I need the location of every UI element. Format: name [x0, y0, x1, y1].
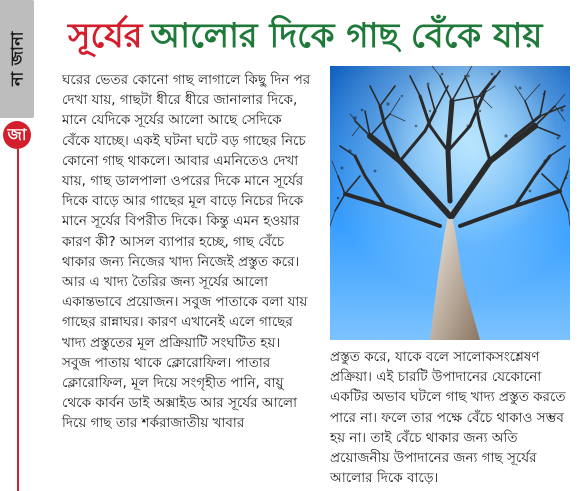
title-part-2: আলোর দিকে গাছ বেঁকে যায় [150, 16, 543, 56]
left-paragraph: ঘরের ভেতর কোনো গাছ লাগালে কিছু দিন পর দেখা যায়, গাছটা ধীরে ধীরে জানালার দিকে, মানে যেদিকে সূর্যের আলো আছে সেদিকে বেঁকে যাচ্ছে। একই ঘটনা ঘটে বড় গাছের নিচে কোনো গাছ থাকলে। আবার এমনিতেও দেখা যায়, গাছ ডালপালা ওপরের দিকে মানে সূর্যের দিকে বাড়ে আর গাছের মূল বাড়ে নিচের দিকে মানে সূর্যের বিপরীত দিকে। কিন্তু এমন হওয়ার কারণ কী? আসল ব্যাপার হচ্ছে, গাছ বেঁচে থাকার জন্য নিজের খাদ্য নিজেই প্রস্তুত করে। আর এ খাদ্য তৈরির জন্য সূর্যের আলো একান্তভাবে প্রয়োজন। সবুজ পাতাকে বলা যায় গাছের রান্নাঘর। কারণ এখানেই এলে গাছের খাদ্য প্রস্তুতের মূল প্রক্রিয়াটি সংঘটিত হয়। সবুজ পাতায় থাকে ক্লোরোফিল। পাতার ক্লোরোফিল, মূল দিয়ে সংগৃহীত পানি, বায়ু থেকে কার্বন ডাই অক্সাইড আর সূর্যের আলো দিয়ে গাছ তার শর্করাজাতীয় খাবার [62, 72, 311, 432]
right-column [330, 347, 570, 487]
tree-illustration [330, 66, 570, 340]
right-paragraph: প্রস্তুত করে, যাকে বলে সালোকসংশ্লেষণ প্রক্রিয়া। এই চারটি উপাদানের যেকোনো একটির অভাব ঘটলে গাছ খাদ্য প্রস্তুত করতে পারে না। ফলে তার পক্ষে বেঁচে থাকাও সম্ভব হয় না। তাই বেঁচে থাকার জন্য অতি প্রয়োজনীয় উপাদানের জন্য গাছ সূর্যের আলোর দিকে বাড়ে। [330, 349, 566, 487]
left-column [62, 70, 312, 484]
side-badge: জা [3, 121, 31, 149]
tree-photo [330, 66, 570, 340]
article-title [68, 12, 568, 60]
side-red-line [17, 149, 19, 491]
title-part-1: সূর্যের [68, 16, 143, 56]
side-strip [0, 0, 48, 491]
side-vertical-label: না জানা [7, 31, 27, 87]
